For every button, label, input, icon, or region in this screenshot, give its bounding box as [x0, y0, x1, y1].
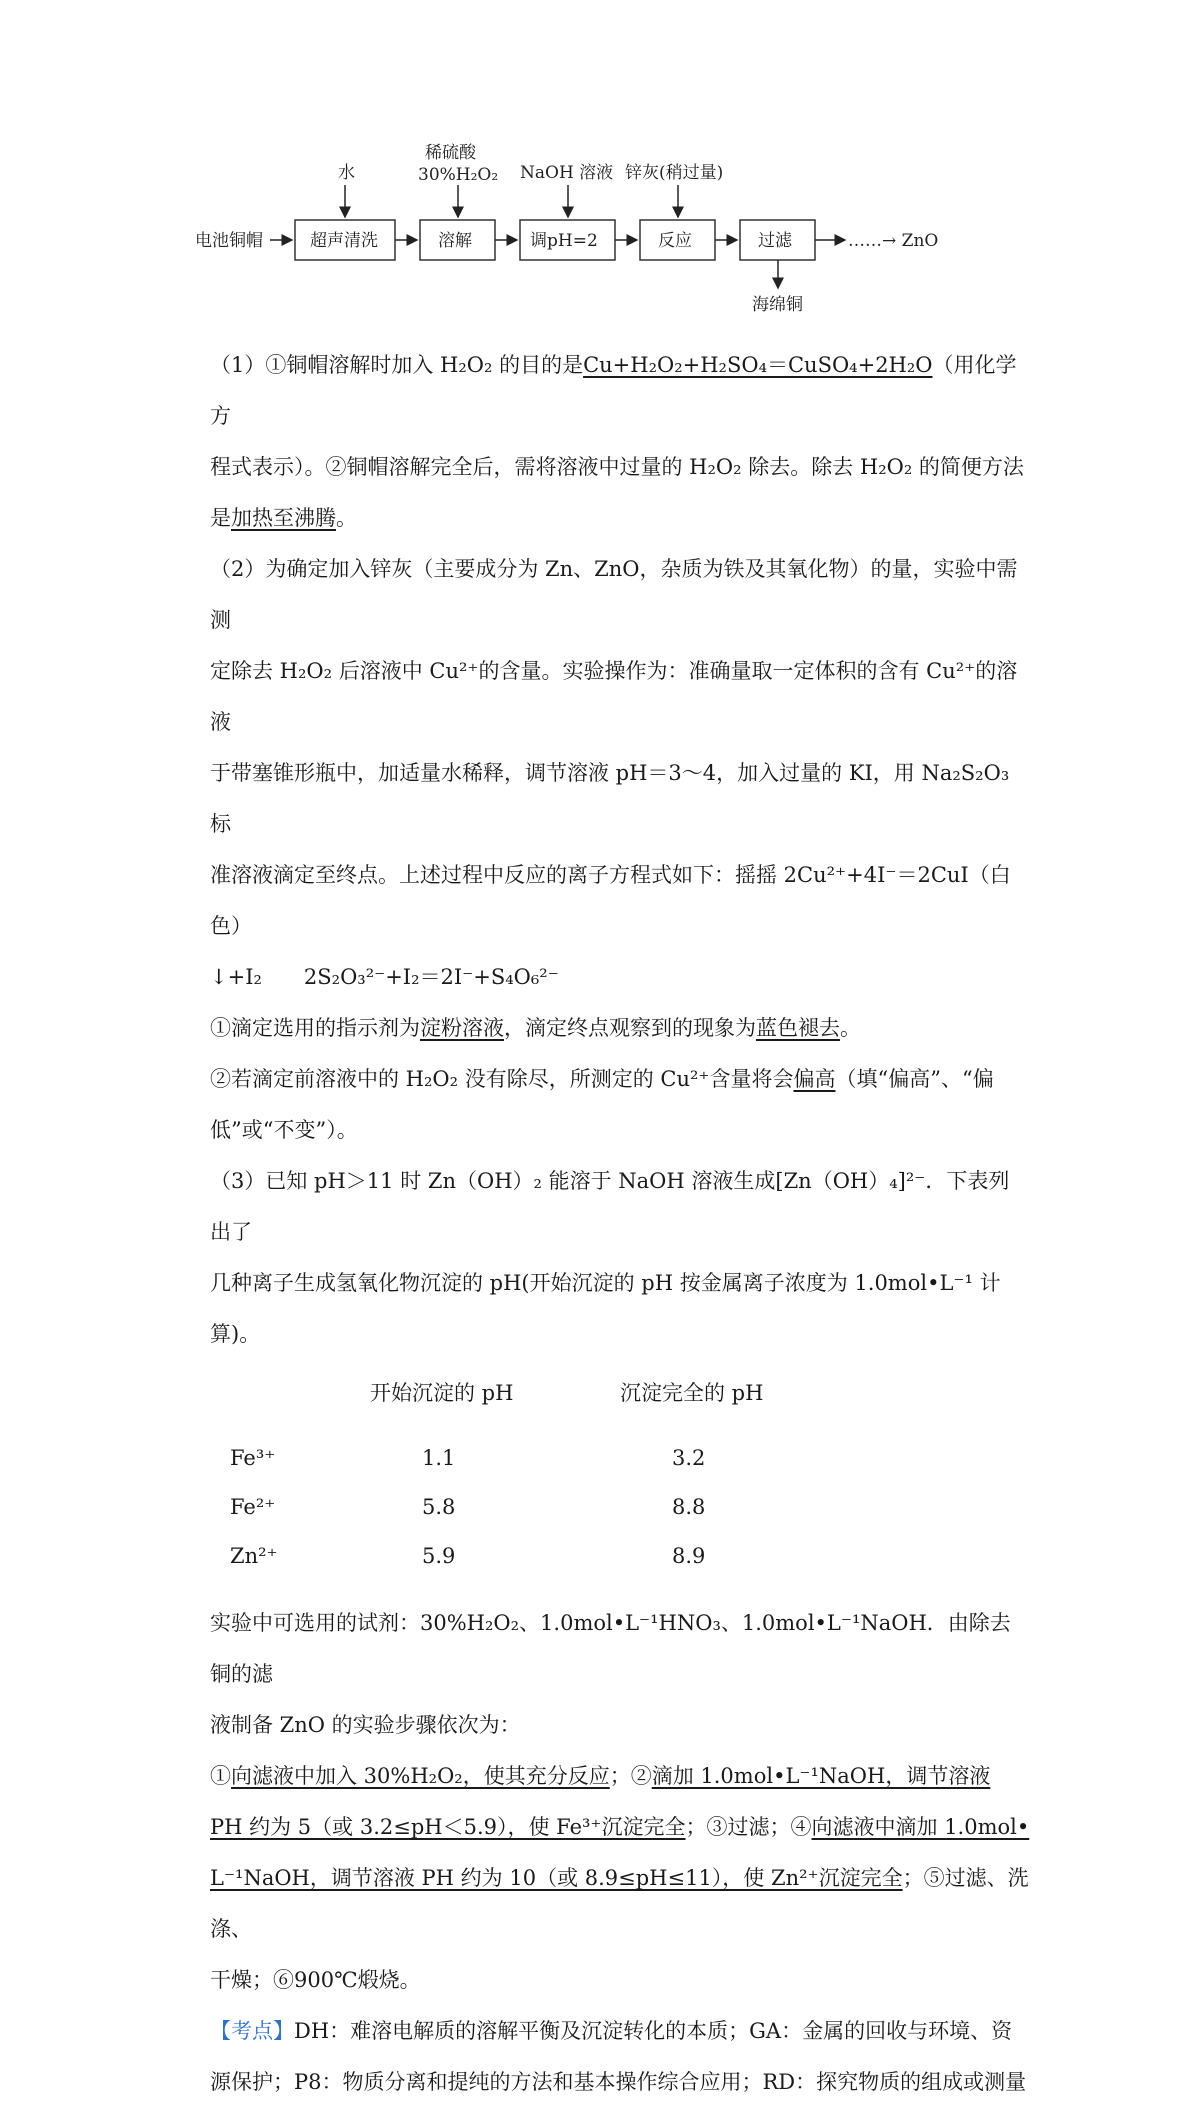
- q1-text-e: 。: [336, 506, 357, 530]
- q2-s1-text-b: ，滴定终点观察到的现象为: [504, 1016, 756, 1040]
- table-header-complete: 沉淀完全的 pH: [620, 1381, 764, 1405]
- q2-line-1: （2）为确定加入锌灰（主要成分为 Zn、ZnO，杂质为铁及其氧化物）的量，实验中需测: [210, 557, 1018, 632]
- q2-sub-2: [210, 1054, 1030, 1105]
- kaodian-text-1: DH：难溶电解质的溶解平衡及沉淀转化的本质；GA：金属的回收与环境、资: [294, 2019, 1013, 2043]
- q3-steps-line-2: [210, 1802, 1030, 1853]
- q3-answer-step-4a: 向滤液中滴加 1.0mol•: [811, 1815, 1030, 1839]
- q2-s1-text-a: ①滴定选用的指示剂为: [210, 1016, 420, 1040]
- q1-text-a: （1）①铜帽溶解时加入 H₂O₂ 的目的是: [210, 353, 584, 377]
- table-row-ion: Zn²⁺: [230, 1544, 278, 1568]
- q3-line-3: 实验中可选用的试剂：30%H₂O₂、1.0mol•L⁻¹HNO₃、1.0mol•L⁻¹NaOH．由除去铜的滤: [210, 1611, 1011, 1686]
- step-filter-label: 过滤: [758, 231, 792, 251]
- q3-answer-step-4b: L⁻¹NaOH，调节溶液 PH 约为 10（或 8.9≤pH≤11），使 Zn²⁺沉淀完全: [210, 1866, 903, 1890]
- step-dissolve-label: 溶解: [438, 231, 472, 251]
- input-acid-label: 稀硫酸: [425, 143, 476, 163]
- q2-sub-2-cont: 低”或“不变”）。: [210, 1118, 358, 1142]
- q3-line-1: （3）已知 pH＞11 时 Zn（OH）₂ 能溶于 NaOH 溶液生成[Zn（OH）₄]²⁻．下表列出了: [210, 1169, 1010, 1244]
- q1-line-3: [210, 493, 1030, 544]
- q2-s2-text-a: ②若滴定前溶液中的 H₂O₂ 没有除尽，所测定的 Cu²⁺含量将会: [210, 1067, 794, 1091]
- q2-line-3: 于带塞锥形瓶中，加适量水稀释，调节溶液 pH＝3～4，加入过量的 KI，用 Na₂S₂O₃ 标: [210, 761, 1010, 836]
- q2-line-2: 定除去 H₂O₂ 后溶液中 Cu²⁺的含量。实验操作为：准确量取一定体积的含有 Cu²⁺的溶液: [210, 659, 1018, 734]
- q2-answer-effect: 偏高: [793, 1067, 836, 1091]
- q2-line-4: 准溶液滴定至终点。上述过程中反应的离子方程式如下：摇摇 2Cu²⁺+4I⁻＝2CuI（白色）: [210, 863, 1011, 938]
- input-naoh-label: NaOH 溶液: [520, 163, 614, 183]
- q3-line-2: 几种离子生成氢氧化物沉淀的 pH(开始沉淀的 pH 按金属离子浓度为 1.0mol•L⁻¹ 计算)。: [210, 1271, 1001, 1346]
- q1-text-b: （用化学方: [210, 353, 1017, 428]
- q2-s2-text-b: （填“偏高”、“偏: [835, 1067, 994, 1091]
- q3-step-3-marker: ；③过滤；④: [685, 1815, 812, 1839]
- q3-steps-line-3: [210, 1853, 1030, 1955]
- byproduct-label: 海绵铜: [752, 295, 803, 315]
- q2-s1-text-c: 。: [840, 1016, 861, 1040]
- step-wash-label: 超声清洗: [310, 231, 378, 251]
- table-header-start: 开始沉淀的 pH: [370, 1381, 514, 1405]
- kaodian-line-1: [210, 2006, 1030, 2057]
- flow-end-label: ……→ ZnO: [848, 231, 939, 251]
- question-body: [210, 340, 1030, 2108]
- input-zinc-label: 锌灰(稍过量): [625, 163, 724, 183]
- q2-sub-1: [210, 1003, 1030, 1054]
- q3-step-1-marker: ①: [210, 1764, 231, 1788]
- kaodian-tag: 【考点】: [210, 2019, 294, 2043]
- kaodian-line-2: 源保护；P8：物质分离和提纯的方法和基本操作综合应用；RD：探究物质的组成或测量: [210, 2070, 1027, 2094]
- table-row-complete: 3.2: [672, 1446, 706, 1470]
- ph-table: [210, 1368, 1030, 1598]
- table-row-ion: Fe²⁺: [230, 1495, 276, 1519]
- q3-step-2-marker: ；②: [609, 1764, 652, 1788]
- table-row-ion: Fe³⁺: [230, 1446, 276, 1470]
- input-peroxide-label: 30%H₂O₂: [418, 165, 499, 185]
- table-row-start: 5.8: [422, 1495, 456, 1519]
- q3-line-4: 液制备 ZnO 的实验步骤依次为：: [210, 1713, 521, 1737]
- q1-answer-equation: Cu+H₂O₂+H₂SO₄＝CuSO₄+2H₂O: [583, 353, 933, 377]
- q1-answer-method: 加热至沸腾: [231, 506, 336, 530]
- process-flow-diagram: [180, 140, 1040, 330]
- flow-start-label: 电池铜帽: [195, 231, 263, 251]
- table-row-complete: 8.8: [672, 1495, 706, 1519]
- q3-steps-line-4: 干燥；⑥900℃煅烧。: [210, 1968, 421, 1992]
- table-row-complete: 8.9: [672, 1544, 706, 1568]
- table-row-start: 5.9: [422, 1544, 456, 1568]
- q2-answer-phenomenon: 蓝色褪去: [756, 1016, 840, 1040]
- q2-answer-indicator: 淀粉溶液: [420, 1016, 504, 1040]
- q3-answer-step-2a: 滴加 1.0mol•L⁻¹NaOH，调节溶液: [651, 1764, 991, 1788]
- q3-step-5-marker: ；⑤过滤、洗涤、: [210, 1866, 1029, 1941]
- q3-answer-step-2b: PH 约为 5（或 3.2≤pH＜5.9），使 Fe³⁺沉淀完全: [210, 1815, 686, 1839]
- step-react-label: 反应: [658, 231, 692, 251]
- q1-text-d: 是: [210, 506, 231, 530]
- q3-steps-line-1: [210, 1751, 1030, 1802]
- q1-line-1: [210, 340, 1030, 442]
- q1-line-2: 程式表示）。②铜帽溶解完全后，需将溶液中过量的 H₂O₂ 除去。除去 H₂O₂ 的简便方法: [210, 455, 1024, 479]
- table-row-start: 1.1: [422, 1446, 456, 1470]
- input-water-label: 水: [338, 163, 355, 183]
- q2-line-5: ↓+I₂ 2S₂O₃²⁻+I₂＝2I⁻+S₄O₆²⁻: [210, 965, 559, 989]
- q3-answer-step-1: 向滤液中加入 30%H₂O₂，使其充分反应: [231, 1764, 610, 1788]
- step-adjust-label: 调pH=2: [530, 231, 598, 251]
